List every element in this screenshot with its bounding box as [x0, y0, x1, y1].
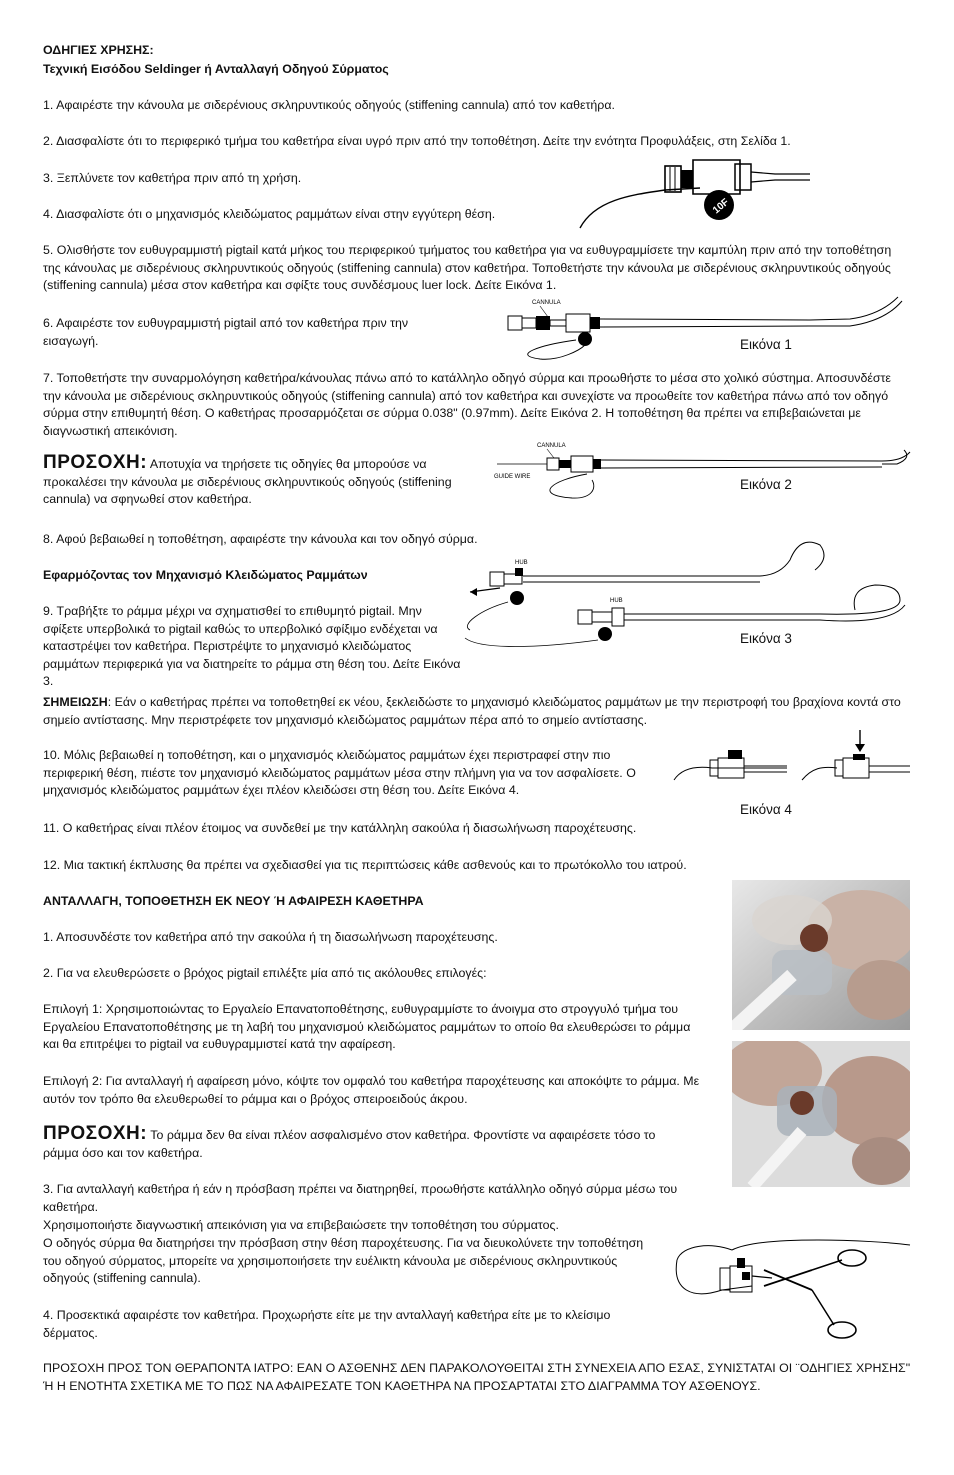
note-heading: ΣΗΜΕΙΩΣΗ — [43, 695, 108, 709]
cannula-label: CANNULA — [532, 300, 561, 306]
note — [43, 694, 911, 729]
step-9-start — [43, 603, 463, 691]
warning-1-heading: ΠΡΟΣΟΧΗ: — [43, 452, 148, 473]
step-8: 8. Αφού βεβαιωθεί η τοποθέτηση, αφαιρέστε την κάνουλα και τον οδηγό σύρμα. — [43, 532, 478, 546]
lock-badge: 10F — [710, 196, 732, 217]
figure-1-label: Εικόνα 1 — [740, 337, 792, 352]
step-4: 4. Διασφαλίστε ότι ο μηχανισμός κλειδώματος ραμμάτων είναι στην εγγύτερη θέση. — [43, 207, 496, 221]
cannula-label-2: CANNULA — [537, 443, 566, 449]
figure-4-label: Εικόνα 4 — [740, 802, 792, 817]
exchange-step-2: 2. Για να ελευθερώσετε ο βρόχος pigtail επιλέξτε μία από τις ακόλουθες επιλογές: — [43, 966, 487, 980]
step-5: 5. Ολισθήστε τον ευθυγραμμιστή pigtail κατά μήκος του περιφερικού τμήματος του καθετήρα για να ευθυγραμμίσετε την καμπύλη πριν από την τοποθέτηση της κάνουλας με σιδερένιους σκληρυντικούς οδηγούς (stiffening cannula) στον καθετήρα. Τοποθετήστε την κάνουλα με σιδερένιους σκληρυντικούς οδηγούς (stiffening cannula) μέσα στον καθετήρα και σφίξτε τους συνδέσμους luer lock. Δείτε Εικόνα 1. — [43, 243, 892, 292]
exchange-heading: ΑΝΤΑΛΛΑΓΗ, ΤΟΠΟΘΕΤΗΣΗ ΕΚ ΝΕΟΥ Ή ΑΦΑΙΡΕΣΗ ΚΑΘΕΤΗΡΑ — [43, 894, 424, 908]
step-2: 2. Διασφαλίστε ότι το περιφερικό τμήμα του καθετήρα είναι υγρό πριν από την τοποθέτηση. Δείτε την ενότητα Προφυλάξεις, στη Σελίδα 1. — [43, 134, 791, 148]
step-10: 10. Μόλις βεβαιωθεί η τοποθέτηση, και ο μηχανισμός κλειδώματος ραμμάτων έχει περιστραφεί στην πιο περιφερική θέση, πιέστε τον μηχανισμό κλειδώματος ραμμάτων μέσα στην πλήμνη για να τον ασφαλίσετε. Ο μηχανισμός κλειδώματος ραμμάτων έχει πλέον κλειδώσει στη θέση του. Δείτε Εικόνα 4. — [43, 748, 636, 797]
figure-3-illustration — [460, 530, 912, 658]
step-7: 7. Τοποθετήστε την συναρμολόγηση καθετήρα/κάνουλας πάνω από το κατάλληλο οδηγό σύρμα και προωθήστε το μέσα στο χολικό σύστημα. Αποσυνδέστε την κάνουλα με σιδερένιους σκληρυντικούς οδηγούς (stiffening cannula) από τον καθετήρα και συνεχίστε να προωθείτε τον καθετήρα πάνω από τον οδηγό σύρμα στην επιθυμητή θέση. Ο καθετήρας προσαρμόζεται σε σύρμα 0.038" (0.97mm). Δείτε Εικόνα 2. Η τοποθέτηση θα πρέπει να επιβεβαιώνεται με διαγνωστική απεικόνιση. — [43, 371, 891, 438]
step-1: 1. Αφαιρέστε την κάνουλα με σιδερένιους σκληρυντικούς οδηγούς (stiffening cannula) από τον καθετήρα. — [43, 98, 615, 112]
step-12: 12. Μια τακτική έκπλυσης θα πρέπει να σχεδιασθεί για τις περιπτώσεις κάθε ασθενούς και το πρωτόκολλο του ιατρού. — [43, 858, 687, 872]
exchange-step-3: 3. Για ανταλλαγή καθετήρα ή εάν η πρόσβαση πρέπει να διατηρηθεί, προωθήστε κατάλληλο οδηγό σύρμα μέσω του καθετήρα. — [43, 1182, 678, 1214]
lock-mechanism-illustration — [575, 150, 815, 230]
hub-label-2: HUB — [610, 598, 623, 604]
warning-1 — [43, 454, 473, 509]
hub-label: HUB — [515, 560, 528, 566]
photo-release-tool-rotated — [732, 1041, 910, 1187]
physician-caution: ΠΡΟΣΟΧΗ ΠΡΟΣ ΤΟΝ ΘΕΡΑΠΟΝΤΑ ΙΑΤΡΟ: ΕΑΝ Ο ΑΣΘΕΝΗΣ ΔΕΝ ΠΑΡΑΚΟΛΟΥΘΕΙΤΑΙ ΣΤΗ ΣΥΝΕΧΕΙΑ ΑΠΟ ΕΣΑΣ, ΣΥΝΙΣΤΑΤΑΙ ΟΙ ¨ΟΔΗΓΙΕΣ ΧΡΗΣΗΣ" Ή Η ΕΝΟΤΗΤΑ ΣΧΕΤΙΚΑ ΜΕ ΤΟ ΠΩΣ ΝΑ ΑΦΑΙΡΕΣΑΤΕ ΤΟΝ ΚΑΘΕΤΗΡΑ ΝΑ ΠΡΟΣΑΡΤΑΤΑΙ ΣΤΟ ΔΙΑΓΡΑΜΜΑ ΤΟΥ ΑΣΘΕΝΟΥΣ. — [43, 1361, 911, 1393]
figure-1-illustration — [500, 295, 912, 365]
exchange-step-3-guidewire: Ο οδηγός σύρμα θα διατηρήσει την πρόσβαση στην θέση παροχέτευσης. Για να διευκολύνετε την τοποθέτηση του οδηγού σύρματος, μπορείτε να χρησιμοποιήσετε την ευέλικτη κάνουλα με σιδερένιους σκληρυντικούς οδηγούς (stiffening cannula). — [43, 1236, 644, 1285]
exchange-step-4: 4. Προσεκτικά αφαιρέστε τον καθετήρα. Προχωρήστε είτε με την ανταλλαγή καθετήρα είτε με το κλείσιμο δέρματος. — [43, 1308, 611, 1340]
document-title: ΟΔΗΓΙΕΣ ΧΡΗΣΗΣ: — [43, 43, 154, 57]
warning-2-heading: ΠΡΟΣΟΧΗ: — [43, 1123, 148, 1144]
step-6: 6. Αφαιρέστε τον ευθυγραμμιστή pigtail από τον καθετήρα πριν την εισαγωγή. — [43, 316, 409, 348]
option-2: Επιλογή 2: Για ανταλλαγή ή αφαίρεση μόνο, κόψτε τον ομφαλό του καθετήρα παροχέτευσης και αποκόψτε το ράμμα. Με αυτόν τον τρόπο θα ελευθερωθεί το ράμμα και ο βρόχος σπειροειδούς άκρου. — [43, 1074, 700, 1106]
figure-2-label: Εικόνα 2 — [740, 477, 792, 492]
exchange-step-3-imaging: Χρησιμοποιήστε διαγνωστική απεικόνιση για να επιβεβαιώσετε την τοποθέτηση του σύρματος. — [43, 1218, 559, 1232]
exchange-step-1: 1. Αποσυνδέστε τον καθετήρα από την σακούλα ή τη διασωλήνωση παροχέτευσης. — [43, 930, 498, 944]
figure-3-label: Εικόνα 3 — [740, 631, 792, 646]
step-3: 3. Ξεπλύνετε τον καθετήρα πριν από τη χρήση. — [43, 171, 302, 185]
scissors-cut-illustration — [672, 1230, 912, 1340]
guide-wire-label: GUIDE WIRE — [494, 474, 531, 480]
warning-2 — [43, 1125, 683, 1162]
figure-2-illustration — [492, 440, 914, 500]
option-1: Επιλογή 1: Χρησιμοποιώντας το Εργαλείο Επανατοποθέτησης, ευθυγραμμίστε το άνοιγμα στο στρογγυλό τμήμα του Εργαλείου Επανατοποθέτησης με τη λαβή του μηχανισμού κλειδώματος ραμμάτων το οποίο θα ελευθερώσει το ράμμα και θα επιτρέψει το pigtail να ευθυγραμμιστεί κατά την αφαίρεση. — [43, 1002, 691, 1051]
document-subtitle: Τεχνική Εισόδου Seldinger ή Ανταλλαγή Οδηγού Σύρματος — [43, 62, 389, 76]
figure-4-illustration — [672, 728, 912, 798]
photo-release-tool — [732, 880, 910, 1030]
warning-2-text: Το ράμμα δεν θα είναι πλέον ασφαλισμένο στον καθετήρα. Φροντίστε να αφαιρέσετε τόσο το ράμμα όσο και τον καθετήρα. — [43, 1128, 656, 1160]
step-9: 9. Τραβήξτε το ράμμα μέχρι να σχηματισθεί το επιθυμητό pigtail. Μην σφίξετε υπερβολικά το pigtail καθώς το υπερβολικό σφίξιμο ενδέχεται να καταστρέψει τον καθετήρα. Περιστρέψτε το μηχανισμό κλειδώματος ραμμάτων περιφερικά για να διατηρείτε το ράμμα στη θέση του. Δείτε Εικόνα 3. — [43, 604, 461, 688]
lock-section-heading: Εφαρμόζοντας τον Μηχανισμό Κλειδώματος Ραμμάτων — [43, 568, 368, 582]
step-11: 11. Ο καθετήρας είναι πλέον έτοιμος να συνδεθεί με την κατάλληλη σακούλα ή διασωλήνωση παροχέτευσης. — [43, 821, 637, 835]
note-text: : Εάν ο καθετήρας πρέπει να τοποθετηθεί εκ νέου, ξεκλειδώστε το μηχανισμό κλειδώματος ραμμάτων με την περιστροφή του βραχίονα κοντά στο σημείο αντίστασης. Μην περιστρέφετε τον μηχανισμό κλειδώματος ραμμάτων πέρα από το σημείο αντίστασης. — [43, 695, 901, 727]
warning-1-text: Αποτυχία να τηρήσετε τις οδηγίες θα μπορούσε να προκαλέσει την κάνουλα με σιδερένιους σκληρυντικούς οδηγούς (stiffening cannula) να σφηνωθεί στον καθετήρα. — [43, 457, 452, 506]
